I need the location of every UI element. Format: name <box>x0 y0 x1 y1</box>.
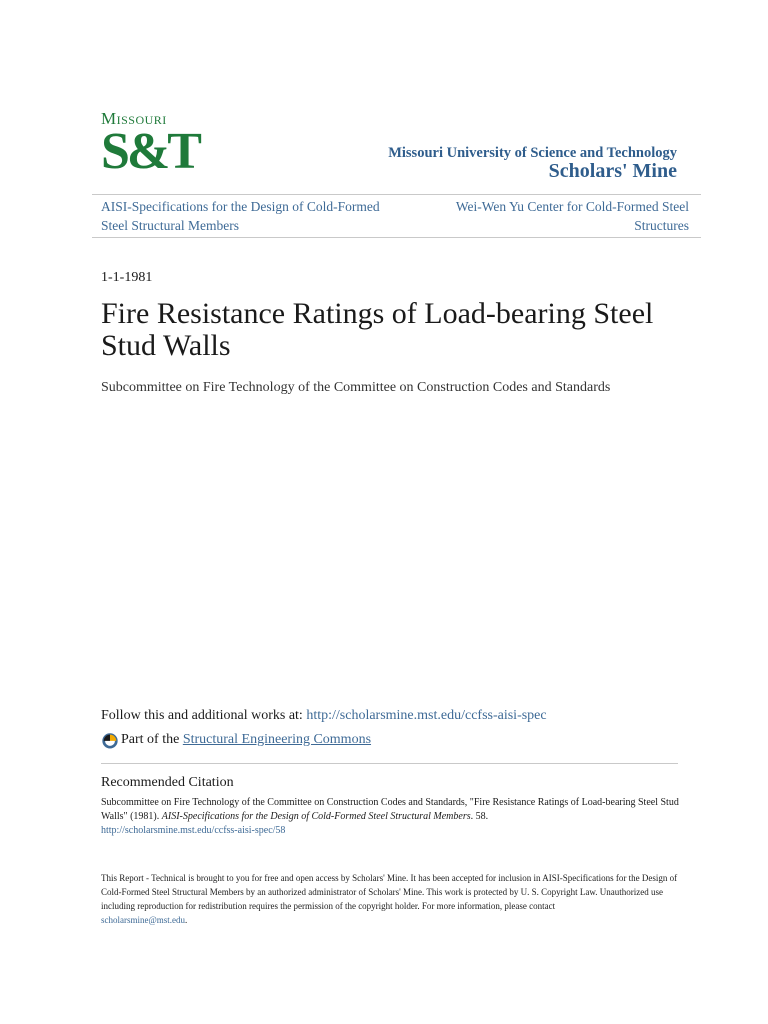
citation-url-link[interactable]: http://scholarsmine.mst.edu/ccfss-aisi-spec/58 <box>101 825 286 836</box>
citation-italic: AISI-Specifications for the Design of Cold-Formed Steel Structural Members <box>161 811 471 822</box>
citation-text <box>101 796 691 838</box>
logo-missouri-text: Missouri <box>101 109 167 128</box>
document-author: Subcommittee on Fire Technology of the Committee on Construction Codes and Standards <box>101 380 611 395</box>
collection-right-line2: Structures <box>634 218 689 233</box>
collection-left-line2: Steel Structural Members <box>101 218 239 233</box>
follow-url-link[interactable]: http://scholarsmine.mst.edu/ccfss-aisi-spec <box>306 708 547 723</box>
contact-email-link[interactable]: scholarsmine@mst.edu <box>101 915 186 925</box>
citation-plain: Subcommittee on Fire Technology of the Committee on Construction Codes and Standards, "Fire Resistance Ratings of Load-bearing Steel Stud Walls" (1981). <box>101 797 679 822</box>
collection-link-aisi[interactable] <box>101 197 401 235</box>
follow-label: Follow this and additional works at: <box>101 708 307 723</box>
divider-top <box>92 194 701 195</box>
footer-text: This Report - Technical is brought to you for free and open access by Scholars' Mine. It has been accepted for inclusion in AISI-Specifications for the Design of Cold-Formed Steel Structural Members by an authorized administrator of Scholars' Mine. This work is protected by U. S. Copyright Law. Unauthorized use including reproduction for redistribution requires the permission of the copyright holder. For more information, please contact <box>101 873 678 911</box>
publication-date: 1-1-1981 <box>101 270 153 285</box>
collection-link-wwyu[interactable] <box>409 197 689 235</box>
collection-left-line1: AISI-Specifications for the Design of Cold-Formed <box>101 199 380 214</box>
follow-line <box>101 708 547 724</box>
footer-notice <box>101 871 681 927</box>
commons-icon <box>101 731 119 749</box>
repository-link[interactable]: Scholars' Mine <box>548 160 677 182</box>
institution-link[interactable]: Missouri University of Science and Technology <box>388 145 677 161</box>
structural-engineering-commons-link[interactable]: Structural Engineering Commons <box>182 732 372 747</box>
citation-suffix: . 58. <box>470 811 489 822</box>
divider-citation <box>101 763 678 764</box>
document-title: Fire Resistance Ratings of Load-bearing Steel Stud Walls <box>101 297 654 362</box>
footer-end: . <box>185 915 188 925</box>
part-of-line <box>101 731 371 749</box>
partof-label: Part of the <box>121 732 180 747</box>
university-logo <box>101 109 199 180</box>
collection-right-line1: Wei-Wen Yu Center for Cold-Formed Steel <box>455 199 689 214</box>
divider-bottom <box>92 237 701 238</box>
recommended-citation-heading: Recommended Citation <box>101 775 234 790</box>
logo-st-text: S&T <box>101 123 199 180</box>
